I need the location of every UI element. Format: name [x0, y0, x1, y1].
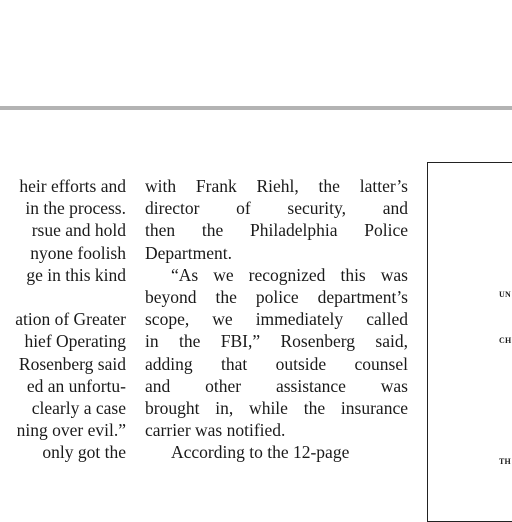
text-line: rsue and hold [31, 220, 126, 241]
text-line [15, 286, 126, 308]
text-line: hief Operating [24, 331, 126, 352]
text-line: in the process. [25, 198, 126, 219]
text-line: scope, we immediately called [145, 309, 408, 330]
text-line: ed an unfortu- [26, 375, 126, 396]
text-line: ning over evil.” [16, 420, 126, 441]
text-line: ation of Greater [15, 309, 126, 330]
text-line: then the Philadelphia Police [145, 220, 408, 241]
text-line: director of security, and [145, 198, 408, 219]
middle-text-column [145, 175, 408, 463]
text-line: in the FBI,” Rosenberg said, [145, 331, 408, 352]
left-text-column [15, 175, 126, 463]
text-line: According to the 12-page [171, 442, 350, 463]
text-line: with Frank Riehl, the latter’s [145, 176, 408, 196]
sidebar-box-label: TH [499, 457, 511, 466]
text-line: adding that outside counsel [145, 353, 408, 374]
text-line: beyond the police department’s [145, 286, 408, 307]
text-line: heir efforts and [19, 176, 126, 196]
sidebar-box-label: CH [499, 336, 512, 345]
header-rule [0, 106, 512, 110]
text-line: Rosenberg said [18, 353, 126, 374]
text-line: “As we recognized this was [171, 264, 408, 285]
text-line: Department. [145, 242, 232, 263]
text-line: ge in this kind [26, 264, 126, 285]
text-line: carrier was notified. [145, 420, 286, 441]
text-line: only got the [42, 442, 126, 463]
text-line: and other assistance was [145, 375, 408, 396]
text-line: clearly a case [31, 397, 126, 418]
sidebar-box-label: UN [499, 290, 511, 299]
text-line: brought in, while the insurance [145, 397, 408, 418]
text-line: nyone foolish [30, 242, 126, 263]
